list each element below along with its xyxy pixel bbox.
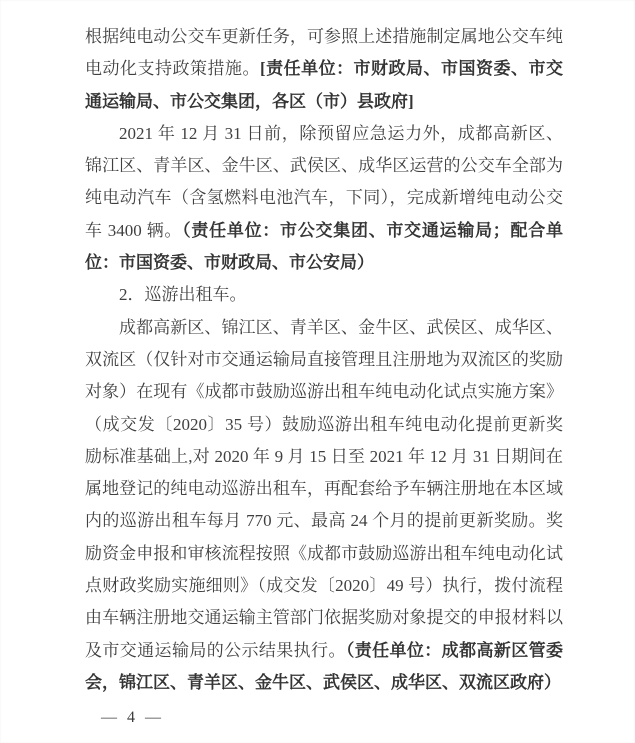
text-run: 2．巡游出租车。 (119, 285, 247, 305)
text-run: 2021 年 12 月 31 日前，除预留应急运力外，成都高新区、锦江区、青羊区、金牛区、武侯区、成华区运营的公交车全部为纯电动汽车（含氢燃料电池汽车，下同），完成新增纯电动公交车 3400 辆。 (85, 123, 563, 240)
document-body (85, 21, 563, 699)
paragraph-taxi-policy (85, 312, 563, 700)
paragraph-taxi-heading (85, 279, 563, 311)
responsibility-unit-note: [责任单位：市财政局、市国资委、市交通运输局、市公交集团，各区（市）县政府] (85, 59, 563, 111)
text-run: 根据纯电动公交车更新任务，可参照上述措施制定属地公交车纯电动化支持政策措施。 (85, 27, 563, 79)
page-number: — 4 — (101, 709, 164, 726)
responsibility-unit-note: （责任单位：成都高新区管委会，锦江区、青羊区、金牛区、武侯区、成华区、双流区政府） (85, 640, 564, 692)
paragraph-bus-deadline (85, 118, 563, 279)
paragraph-bus-policy-continuation (85, 21, 563, 118)
responsibility-unit-note: （责任单位：市公交集团、市交通运输局；配合单位：市国资委、市财政局、市公安局） (85, 220, 564, 273)
text-run: 成都高新区、锦江区、青羊区、金牛区、武侯区、成华区、双流区（仅针对市交通运输局直接管理且注册地为双流区的奖励对象）在现有《成都市鼓励巡游出租车纯电动化试点实施方案》（成交发〔2020〕35 号）鼓励巡游出租车纯电动化提前更新奖励标准基础上,对 2020 年 9 月 15 日至 2021 年 12 月 31 日期间在属地登记的纯电动巡游出租车，再配套给予车辆注册地在本区域内的巡游出租车每月 770 元、最高 24 个月的提前更新奖励。奖励资金申报和审核流程按照《成都市鼓励巡游出租车纯电动化试点财政奖励实施细则》（成交发〔2020〕49 号）执行，拨付流程由车辆注册地交通运输主管部门依据奖励对象提交的申报材料以及市交通运输局的公示结果执行。 (85, 317, 563, 660)
